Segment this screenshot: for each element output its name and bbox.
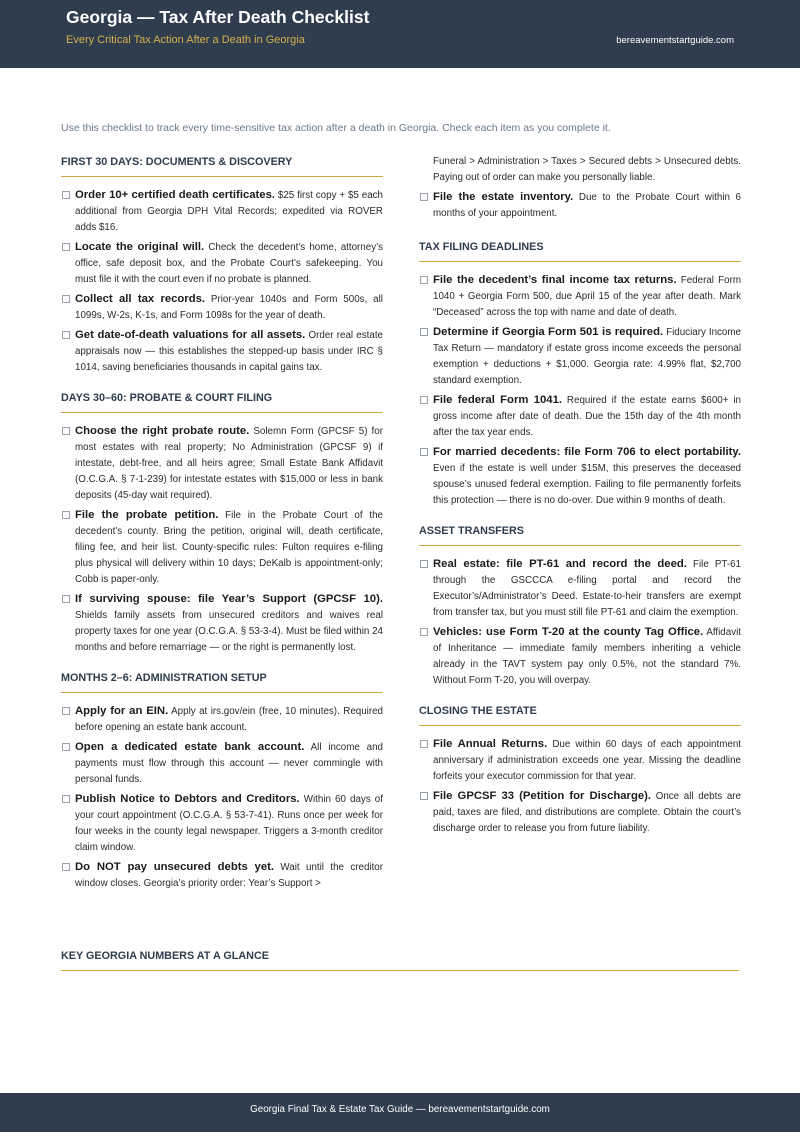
- checklist-item: [61, 187, 383, 236]
- checklist-item: [419, 444, 741, 509]
- checkbox[interactable]: [62, 743, 70, 751]
- item-description: File in the Probate Court of the decedent’s county. Bring the petition, original will, death certificate, filing fee, and heir list. County-specific rules: Fulton requires e-filing plus physical will delivery within 10 days; DeKalb is appointment-only; Cobb is paper-only.: [75, 510, 383, 585]
- item-description: Prior-year 1040s and Form 500s, all 1099s, W-2s, K-1s, and Form 1098s for the year of death.: [75, 294, 383, 321]
- checklist-item: [419, 392, 741, 441]
- checkbox[interactable]: [420, 328, 428, 336]
- checklist-item: [419, 736, 741, 785]
- checklist-section: [419, 237, 741, 509]
- checklist-item: [61, 591, 383, 656]
- page-title: Georgia — Tax After Death Checklist: [66, 7, 370, 27]
- item-title: For married decedents: file Form 706 to elect portability.: [433, 446, 741, 458]
- item-title: File the decedent’s final income tax returns.: [433, 274, 677, 286]
- item-description: Wait until the creditor window closes. Georgia’s priority order: Year’s Support >: [75, 862, 383, 889]
- right-column: [419, 154, 741, 849]
- item-title: Open a dedicated estate bank account.: [75, 741, 305, 753]
- item-description: Once all debts are paid, taxes are filed, and distributions are complete. Obtain the court’s discharge order to release you from future liability.: [433, 791, 741, 834]
- checklist-item: [61, 239, 383, 288]
- section-title: MONTHS 2–6: ADMINISTRATION SETUP: [61, 668, 383, 693]
- checklist-item: [61, 291, 383, 324]
- checkbox[interactable]: [62, 595, 70, 603]
- checklist-item: [61, 327, 383, 376]
- section-title: CLOSING THE ESTATE: [419, 701, 741, 726]
- item-description: Shields family assets from unsecured creditors and waives real property taxes for one year (O.C.G.A. § 53-3-4). Must be filed within 24 months and before remarriage — or the right is permanently lost.: [75, 610, 383, 653]
- checklist-section: [61, 152, 383, 376]
- checkbox[interactable]: [420, 276, 428, 284]
- item-description: Apply at irs.gov/ein (free, 10 minutes). Required before opening an estate bank account.: [75, 706, 384, 733]
- item-title: Collect all tax records.: [75, 293, 206, 305]
- checkbox[interactable]: [62, 295, 70, 303]
- page-footer: [0, 1093, 800, 1132]
- item-title: Apply for an EIN.: [75, 705, 169, 717]
- section-title: FIRST 30 DAYS: DOCUMENTS & DISCOVERY: [61, 152, 383, 177]
- checkbox[interactable]: [62, 707, 70, 715]
- checkbox[interactable]: [62, 511, 70, 519]
- item-title: File Annual Returns.: [433, 738, 548, 750]
- item-description: Fiduciary Income Tax Return — mandatory if estate gross income exceeds the personal exemption + deductions + $1,000. Georgia rate: 4.99% flat, $2,700 standard exemption.: [433, 327, 741, 386]
- item-description: Federal Form 1040 + Georgia Form 500, due April 15 of the year after death. Mark “Deceased” across the top with name and date of death.: [433, 275, 741, 318]
- checkbox[interactable]: [62, 795, 70, 803]
- checkbox[interactable]: [62, 331, 70, 339]
- item-description: File PT-61 through the GSCCCA e-filing portal and record the Executor’s/Administrator’s Deed. Estate-to-heir transfers are exempt from transfer tax, but you must still file PT-61 and claim the exemption.: [433, 559, 741, 618]
- item-title: File federal Form 1041.: [433, 394, 562, 406]
- item-description: Due to the Probate Court within 6 months of your appointment.: [433, 192, 742, 219]
- checklist-item: [419, 272, 741, 321]
- page-subtitle: Every Critical Tax Action After a Death in Georgia: [66, 34, 305, 46]
- key-numbers-section: [61, 946, 739, 971]
- checklist-item: [61, 507, 383, 588]
- checklist-item: [419, 556, 741, 621]
- checklist-item: [61, 703, 383, 736]
- item-description: Within 60 days of your court appointment (O.C.G.A. § 53-7-41). Runs once per week for four weeks in the county legal newspaper. Triggers a 3-month creditor claim window.: [75, 794, 383, 853]
- item-title: If surviving spouse: file Year’s Support (GPCSF 10).: [75, 593, 383, 605]
- item-title: Do NOT pay unsecured debts yet.: [75, 861, 275, 873]
- item-title: File GPCSF 33 (Petition for Discharge).: [433, 790, 652, 802]
- item-title: Locate the original will.: [75, 241, 205, 253]
- checklist-item: [419, 624, 741, 689]
- item-title: Choose the right probate route.: [75, 425, 250, 437]
- section-title: DAYS 30–60: PROBATE & COURT FILING: [61, 388, 383, 413]
- checkbox[interactable]: [62, 427, 70, 435]
- item-description: $25 first copy + $5 each additional from Georgia DPH Vital Records; expedited via ROVER adds $16.: [75, 190, 383, 233]
- item-title: Publish Notice to Debtors and Creditors.: [75, 793, 300, 805]
- checklist-item: [61, 423, 383, 504]
- checkbox[interactable]: [62, 191, 70, 199]
- checklist-section: [419, 521, 741, 689]
- checklist-item: [61, 739, 383, 788]
- item-title: Vehicles: use Form T-20 at the county Tag Office.: [433, 626, 704, 638]
- item-description: Affidavit of Inheritance — immediate family members inheriting a vehicle already in the TAVT system pay only 0.5%, not the standard 7%. Without Form T-20, you will overpay.: [433, 627, 741, 686]
- section-title: TAX FILING DEADLINES: [419, 237, 741, 262]
- checklist-item: [419, 189, 741, 222]
- checkbox[interactable]: [420, 560, 428, 568]
- checklist-section: [419, 701, 741, 837]
- checkbox[interactable]: [62, 863, 70, 871]
- item-title: Real estate: file PT-61 and record the deed.: [433, 558, 687, 570]
- item-title: Determine if Georgia Form 501 is required.: [433, 326, 664, 338]
- checkbox[interactable]: [62, 243, 70, 251]
- left-column: [61, 152, 383, 904]
- item-title: File the probate petition.: [75, 509, 219, 521]
- checklist-item: [419, 324, 741, 389]
- item-title: Order 10+ certified death certificates.: [75, 189, 275, 201]
- checklist-section: [61, 388, 383, 656]
- checkbox[interactable]: [420, 396, 428, 404]
- item-description: Even if the estate is well under $15M, this preserves the deceased spouse’s unused federal exemption. Failing to file permanently forfeits this protection — there is no do-over. Due within 9 months of death.: [433, 463, 741, 506]
- footer-text: Georgia Final Tax & Estate Tax Guide — bereavementstartguide.com: [250, 1104, 550, 1115]
- checklist-item: [61, 859, 383, 892]
- section-title: ASSET TRANSFERS: [419, 521, 741, 546]
- item-description: Solemn Form (GPCSF 5) for most estates with real property; No Administration (GPCSF 9) if intestate, debt-free, and all heirs agree; Small Estate Bank Affidavit (O.C.G.A. § 7-1-239) for intestate estates with $15,000 or less in bank deposits (45-day wait required).: [75, 426, 383, 501]
- checklist-section: [61, 668, 383, 892]
- checklist-item: [61, 791, 383, 856]
- section-title: KEY GEORGIA NUMBERS AT A GLANCE: [61, 946, 739, 971]
- checkbox[interactable]: [420, 628, 428, 636]
- item-title: File the estate inventory.: [433, 191, 574, 203]
- checkbox[interactable]: [420, 792, 428, 800]
- item-description: Due within 60 days of each appointment anniversary if administration exceeds one year. Missing the deadline forfeits your executor commission for that year.: [433, 739, 741, 782]
- continued-text: Funeral > Administration > Taxes > Secured debts > Unsecured debts. Paying out of order can make you personally liable.: [433, 156, 741, 183]
- item-description: Order real estate appraisals now — this establishes the stepped-up basis under IRC § 1014, saving beneficiaries thousands in capital gains tax.: [75, 330, 383, 373]
- page-header: [0, 0, 800, 68]
- checklist-item: [419, 788, 741, 837]
- checkbox[interactable]: [420, 448, 428, 456]
- site-name: bereavementstartguide.com: [616, 35, 734, 46]
- item-title: Get date-of-death valuations for all assets.: [75, 329, 306, 341]
- intro-text: Use this checklist to track every time-sensitive tax action after a death in Georgia. Check each item as you complete it.: [61, 122, 611, 134]
- checkbox[interactable]: [420, 193, 428, 201]
- checkbox[interactable]: [420, 740, 428, 748]
- item-description: Check the decedent’s home, attorney’s office, safe deposit box, and the Probate Court’s safekeeping. You must file it with the court even if no probate is planned.: [75, 242, 383, 285]
- item-description: Required if the estate earns $600+ in gross income after date of death. Due the 15th day of the 4th month after the tax year ends.: [433, 395, 741, 438]
- item-description: All income and payments must flow through this account — never commingle with personal funds.: [75, 742, 383, 785]
